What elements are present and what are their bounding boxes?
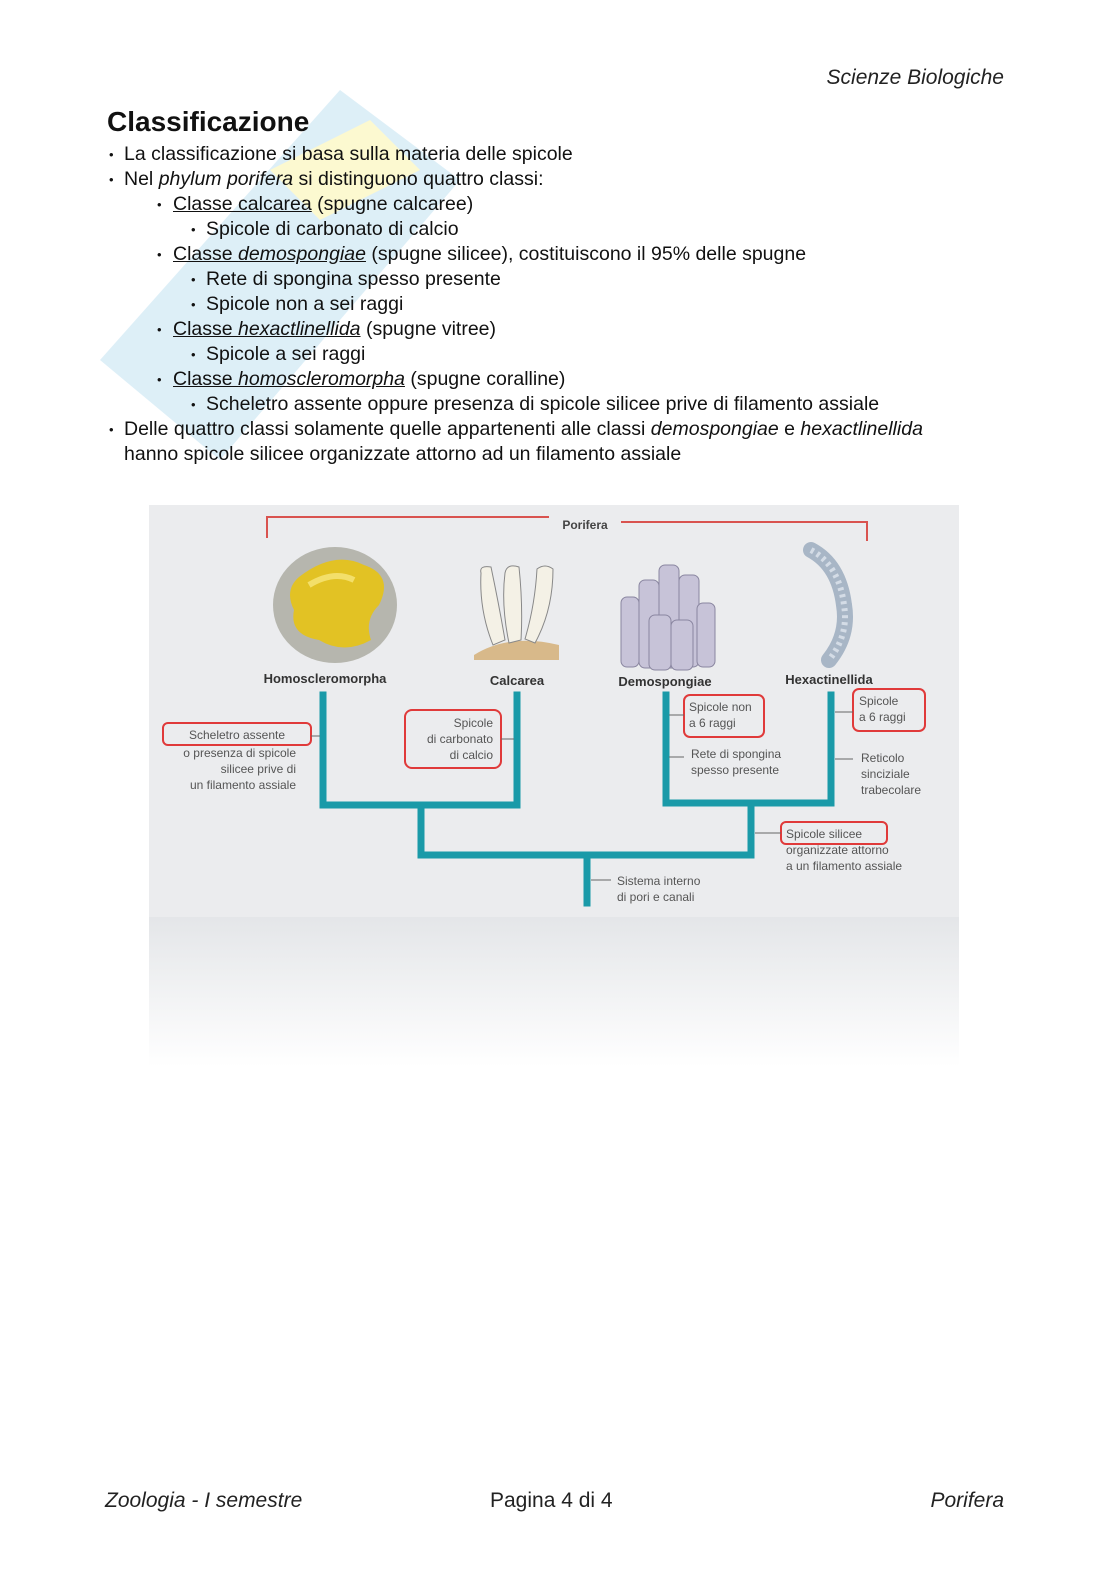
taxon-calcarea: Calcarea: [489, 673, 545, 688]
tree-branches: [323, 695, 831, 903]
homo-note-2: silicee prive di: [220, 762, 296, 776]
homo-note-3: un filamento assiale: [189, 778, 296, 792]
demospongiae-illustration: [621, 565, 715, 670]
porifera-tree-svg: [149, 505, 959, 917]
hexa-box-2: a 6 raggi: [859, 710, 906, 724]
header-course: Scienze Biologiche: [826, 66, 1004, 89]
class-link-hexactlinellida[interactable]: Classe hexactlinellida: [173, 318, 361, 340]
hexactinellida-illustration: [811, 550, 845, 660]
taxon-demospongiae: Demospongiae: [618, 674, 712, 689]
demo-note-1: Rete di spongina: [691, 747, 782, 761]
demo-box-2: a 6 raggi: [689, 716, 736, 730]
taxon-hexactinellida: Hexactinellida: [785, 672, 873, 687]
list-item: • La classificazione si basa sulla materia delle spicole: [107, 142, 1007, 167]
porifera-tree-figure: [149, 505, 959, 917]
footer-topic: Porifera: [930, 1489, 1004, 1512]
list-item: • Scheletro assente oppure presenza di spicole silicee prive di filamento assiale: [107, 392, 1007, 417]
list-item: • Spicole a sei raggi: [107, 342, 1007, 367]
list-item-class-homoscleromorpha: • Classe homoscleromorpha (spugne coralline): [107, 367, 1007, 392]
hexa-box-1: Spicole: [859, 694, 899, 708]
list-item: • Spicole di carbonato di calcio: [107, 217, 1007, 242]
calc-box-3: di calcio: [449, 748, 493, 762]
hexa-note-3: trabecolare: [861, 783, 922, 797]
homoscleromorpha-illustration: [273, 547, 397, 663]
taxon-homoscleromorpha: Homoscleromorpha: [263, 671, 387, 686]
class-link-calcarea[interactable]: Classe calcarea: [173, 193, 312, 215]
list-item: • Nel phylum porifera si distinguono quattro classi:: [107, 167, 1007, 192]
demo-box-1: Spicole non: [689, 700, 752, 714]
homo-note-1: o presenza di spicole: [183, 746, 296, 760]
calc-box-2: di carbonato: [426, 732, 493, 746]
footer-course: Zoologia - I semestre: [105, 1489, 303, 1512]
bullet-list: [107, 142, 1007, 467]
homo-box-text: Scheletro assente: [188, 728, 286, 742]
silic-note-1: organizzate attorno: [786, 843, 889, 857]
base-note-1: Sistema interno: [617, 874, 701, 888]
section-title: Classificazione: [107, 106, 310, 137]
hexa-note-2: sinciziale: [861, 767, 910, 781]
class-link-homoscleromorpha[interactable]: Classe homoscleromorpha: [173, 368, 405, 390]
list-item: • Spicole non a sei raggi: [107, 292, 1007, 317]
calcarea-illustration: [474, 566, 559, 660]
base-note-2: di pori e canali: [617, 890, 695, 904]
calc-box-1: Spicole: [453, 716, 493, 730]
silic-note-2: a un filamento assiale: [786, 859, 903, 873]
root-label: Porifera: [562, 518, 608, 532]
footer-page-number: Pagina 4 di 4: [490, 1489, 613, 1512]
list-item: • Delle quattro classi solamente quelle appartenenti alle classi demospongiae e hexactlinellida hanno spicole silicee organizzate attorno ad un filamento assiale: [107, 417, 1007, 467]
list-item: • Rete di spongina spesso presente: [107, 267, 1007, 292]
silic-box-text: Spicole silicee: [786, 827, 863, 841]
list-item-class-hexactlinellida: • Classe hexactlinellida (spugne vitree): [107, 317, 1007, 342]
list-item-class-calcarea: • Classe calcarea (spugne calcaree): [107, 192, 1007, 217]
class-link-demospongiae[interactable]: Classe demospongiae: [173, 243, 366, 265]
hexa-note-1: Reticolo: [861, 751, 905, 765]
demo-note-2: spesso presente: [691, 763, 780, 777]
figure-reflection: [149, 917, 959, 1067]
list-item-class-demospongiae: • Classe demospongiae (spugne silicee), costituiscono il 95% delle spugne: [107, 242, 1007, 267]
